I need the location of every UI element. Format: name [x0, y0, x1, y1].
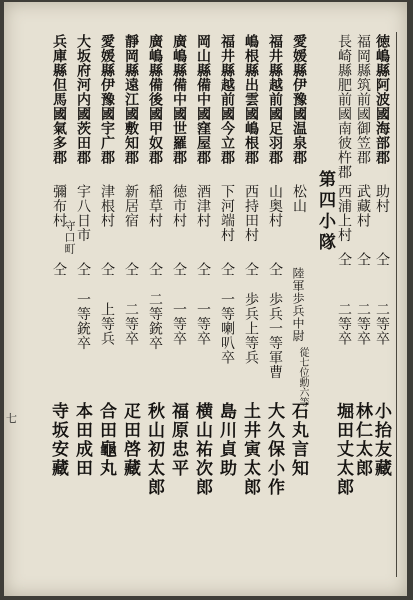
origin-cell: 兵庫縣但馬國氣多郡	[51, 34, 67, 165]
village-cell: 宇八日市	[75, 184, 91, 242]
same-mark: 仝	[195, 262, 211, 277]
person-name: 小抬友藏	[371, 402, 391, 478]
origin-cell: 長崎縣肥前國南彼杵郡	[336, 34, 352, 179]
same-mark: 仝	[75, 262, 91, 277]
same-mark: 仝	[147, 262, 163, 277]
same-mark: 仝	[243, 262, 259, 277]
same-mark: 仝	[123, 262, 139, 277]
person-name: 石丸言知	[288, 402, 308, 478]
village-cell: 西持田村	[243, 184, 259, 242]
origin-cell: 靜岡縣遠江國敷知郡	[123, 34, 139, 165]
person-name: 林仁太郎	[352, 402, 372, 478]
rank-cell: 二等卒	[336, 302, 352, 346]
village-cell: 山奥村	[267, 184, 283, 228]
same-mark: 仝	[355, 252, 371, 267]
rank-cell: 二等銃卒	[147, 292, 163, 350]
rank-cell: 二等卒	[355, 302, 371, 346]
unit-heading: 第四小隊	[315, 170, 335, 254]
same-mark: 仝	[99, 262, 115, 277]
origin-cell: 廣嶋縣備後國甲奴郡	[147, 34, 163, 165]
origin-cell: 愛媛縣伊豫國宇广郡	[99, 34, 115, 165]
village-cell: 酒津村	[195, 184, 211, 228]
village-cell: 守口町	[63, 220, 76, 255]
rank-cell: 一等喇叭卒	[219, 292, 235, 365]
village-cell: 西浦上村	[336, 184, 352, 242]
rank-cell: 上等兵	[99, 302, 115, 346]
same-mark: 仝	[171, 262, 187, 277]
rank-cell: 歩兵上等兵	[243, 292, 259, 365]
rank-cell: 歩兵一等軍曹	[267, 292, 283, 379]
person-name: 本田成田	[72, 402, 92, 478]
origin-cell: 愛媛縣伊豫國温泉郡	[291, 34, 307, 165]
page-number: 七	[6, 412, 17, 425]
village-cell: 下河端村	[219, 184, 235, 242]
origin-cell: 福井縣越前國足羽郡	[267, 34, 283, 165]
person-name: 寺坂安藏	[48, 402, 68, 478]
origin-cell: 福井縣越前國今立郡	[219, 34, 235, 165]
origin-cell: 嶋根縣出雲國嶋根郡	[243, 34, 259, 165]
person-name: 島川貞助	[216, 402, 236, 478]
village-cell: 助村	[374, 184, 390, 213]
village-cell: 武藏村	[355, 184, 371, 228]
person-name: 堀田丈太郎	[333, 402, 353, 497]
origin-cell: 大坂府河内國茨田郡	[75, 34, 91, 165]
same-mark: 仝	[267, 262, 283, 277]
rank-cell: 二等卒	[123, 302, 139, 346]
village-cell: 稲草村	[147, 184, 163, 228]
origin-cell: 廣嶋縣備中國世羅郡	[171, 34, 187, 165]
rank-cell: 二等卒	[374, 302, 390, 346]
village-cell: 彌布村	[51, 184, 67, 228]
person-name: 合田龜丸	[96, 402, 116, 478]
person-name: 秋山初太郎	[144, 402, 164, 497]
rank-cell: 一等卒	[171, 302, 187, 346]
origin-cell: 岡山縣備中國窪屋郡	[195, 34, 211, 165]
village-cell: 津根村	[99, 184, 115, 228]
same-mark: 仝	[374, 252, 390, 267]
person-name: 福原忠平	[168, 402, 188, 478]
origin-cell: 福岡縣筑前國御笠郡	[355, 34, 371, 165]
same-mark: 仝	[219, 262, 235, 277]
rank-cell: 一等銃卒	[75, 292, 91, 350]
person-name: 疋田啓藏	[120, 402, 140, 478]
column-rule	[396, 32, 397, 577]
person-name: 土井寅太郎	[240, 402, 260, 497]
same-mark: 仝	[51, 262, 67, 277]
person-name: 大久保小作	[264, 402, 284, 497]
origin-cell: 徳嶋縣阿波國海部郡	[374, 34, 390, 165]
village-cell: 新居宿	[123, 184, 139, 228]
village-cell: 徳市村	[171, 184, 187, 228]
rank-cell: 一等卒	[195, 302, 211, 346]
document-page	[4, 2, 407, 596]
rank-cell: 陸軍歩兵中尉	[291, 267, 305, 342]
rank-note: 從七位勳六等	[297, 347, 308, 407]
same-mark: 仝	[336, 252, 352, 267]
person-name: 横山祐次郎	[192, 402, 212, 497]
village-cell: 松山	[291, 184, 307, 213]
